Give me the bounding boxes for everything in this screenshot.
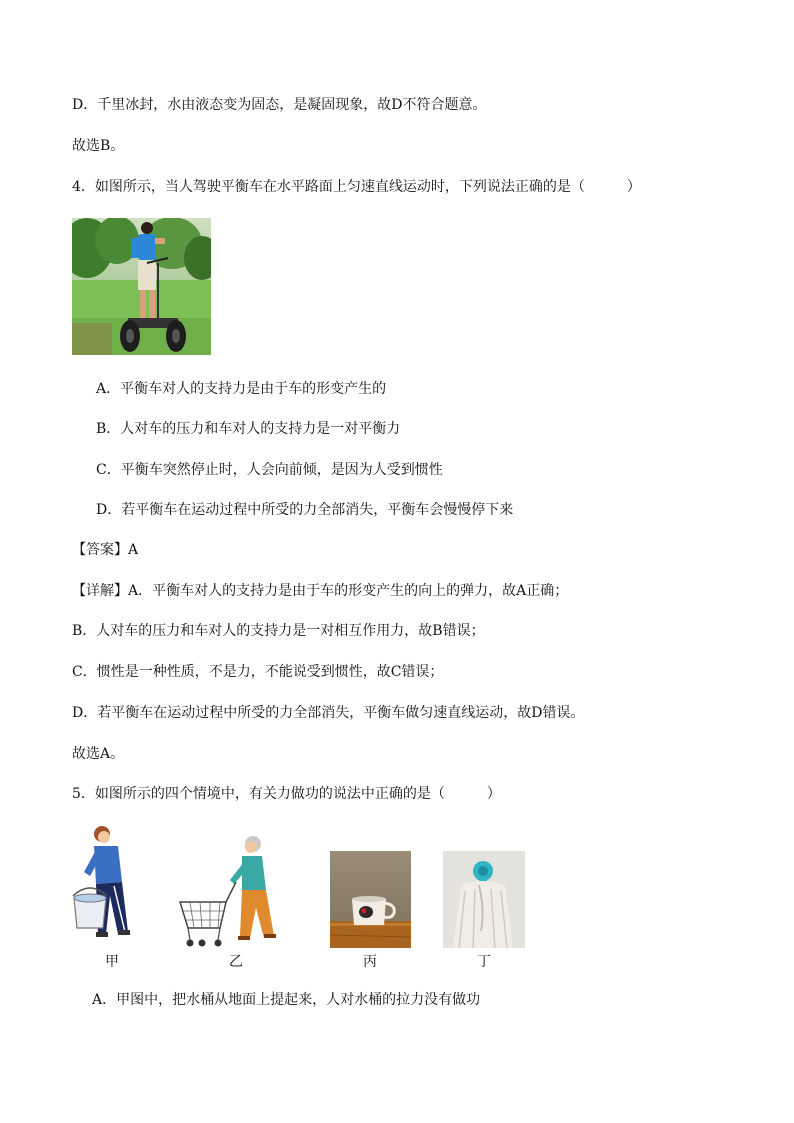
q4-choose: 故选A。: [72, 746, 125, 762]
q4-option-b: B．人对车的压力和车对人的支持力是一对平衡力: [96, 421, 401, 437]
person-lifting-bucket-illustration: [70, 824, 150, 950]
q5-option-a: A．甲图中，把水桶从地面上提起来，人对水桶的拉力没有做功: [92, 992, 481, 1008]
caption-jia: 甲: [105, 954, 119, 970]
q4-detail-a: 【详解】A．平衡车对人的支持力是由于车的形变产生的向上的弹力，故A正确；: [72, 583, 569, 599]
mug-on-table-photo: [330, 851, 411, 948]
q4-detail-b: B．人对车的压力和车对人的支持力是一对相互作用力，故B错误；: [72, 623, 485, 639]
q4-option-c: C．平衡车突然停止时，人会向前倾，是因为人受到惯性: [96, 462, 443, 478]
q4-detail-c: C．惯性是一种性质，不是力，不能说受到惯性，故C错误；: [72, 664, 444, 680]
balance-car-photo: [72, 218, 211, 355]
q3-choose: 故选B。: [72, 138, 125, 154]
q4-detail-d: D．若平衡车在运动过程中所受的力全部消失，平衡车做匀速直线运动，故D错误。: [72, 705, 585, 721]
q5-stem: 5．如图所示的四个情境中，有关力做功的说法中正确的是（ ）: [72, 786, 501, 802]
caption-yi: 乙: [229, 954, 243, 970]
q4-option-a: A．平衡车对人的支持力是由于车的形变产生的: [96, 381, 387, 397]
q4-answer: 【答案】A: [72, 542, 139, 558]
caption-ding: 丁: [477, 954, 491, 970]
q3-option-d: D．千里冰封，水由液态变为固态，是凝固现象，故D不符合题意。: [72, 97, 487, 113]
person-pushing-cart-illustration: [178, 832, 283, 950]
towel-on-suction-hook-photo: [443, 851, 525, 948]
q4-option-d: D．若平衡车在运动过程中所受的力全部消失，平衡车会慢慢停下来: [96, 502, 514, 518]
caption-bing: 丙: [363, 954, 377, 970]
q4-stem: 4．如图所示，当人驾驶平衡车在水平路面上匀速直线运动时，下列说法正确的是（ ）: [72, 179, 641, 195]
